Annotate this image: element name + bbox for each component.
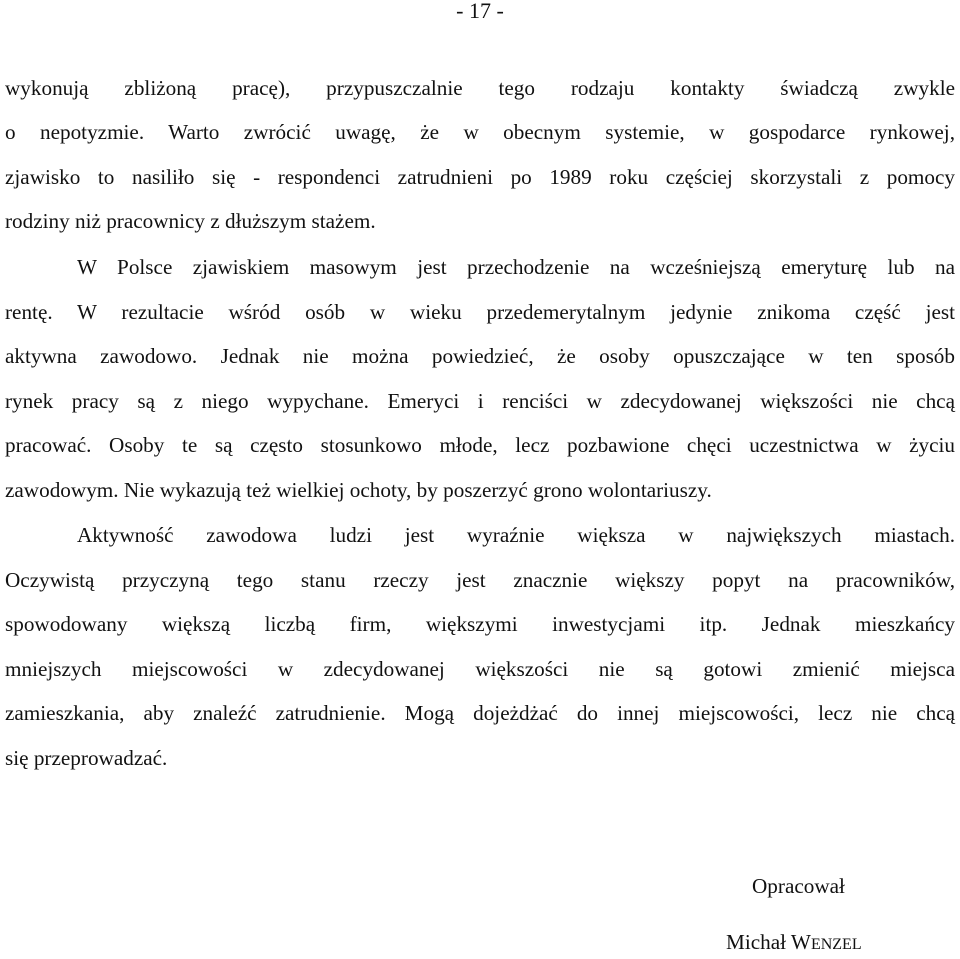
signature-name-first: Michał W (726, 930, 811, 954)
paragraph-2-line: pracować. Osoby te są często stosunkowo młode, lecz pozbawione chęci uczestnictwa w życiu (5, 433, 955, 457)
paragraph-3-line: spowodowany większą liczbą firm, większymi inwestycjami itp. Jednak mieszkańcy (5, 612, 955, 636)
paragraph-3-line: się przeprowadzać. (5, 746, 168, 770)
paragraph-2-line: W Polsce zjawiskiem masowym jest przechodzenie na wcześniejszą emeryturę lub na (77, 255, 955, 279)
paragraph-1-line: o nepotyzmie. Warto zwrócić uwagę, że w obecnym systemie, w gospodarce rynkowej, (5, 120, 955, 144)
page-number: - 17 - (456, 0, 504, 23)
paragraph-1-line: rodziny niż pracownicy z dłuższym stażem. (5, 209, 376, 233)
paragraph-3-line: Aktywność zawodowa ludzi jest wyraźnie większa w największych miastach. (77, 523, 955, 547)
signature-label: Opracował (752, 874, 845, 898)
paragraph-3-line: zamieszkania, aby znaleźć zatrudnienie. Mogą dojeżdżać do innej miejscowości, lecz nie chcą (5, 701, 955, 725)
paragraph-2-line: rynek pracy są z niego wypychane. Emeryci i renciści w zdecydowanej większości nie chcą (5, 389, 955, 413)
paragraph-1-line: zjawisko to nasiliło się - respondenci zatrudnieni po 1989 roku częściej skorzystali z pomocy (5, 165, 955, 189)
signature-name-rest: ENZEL (810, 936, 862, 953)
paragraph-1-line: wykonują zbliżoną pracę), przypuszczalnie tego rodzaju kontakty świadczą zwykle (5, 76, 955, 100)
signature-name (726, 928, 862, 959)
paragraph-2-line: rentę. W rezultacie wśród osób w wieku przedemerytalnym jedynie znikoma część jest (5, 300, 955, 324)
paragraph-3-line: mniejszych miejscowości w zdecydowanej większości nie są gotowi zmienić miejsca (5, 657, 955, 681)
paragraph-3-line: Oczywistą przyczyną tego stanu rzeczy jest znacznie większy popyt na pracowników, (5, 568, 955, 592)
paragraph-2-line: aktywna zawodowo. Jednak nie można powiedzieć, że osoby opuszczające w ten sposób (5, 344, 955, 368)
paragraph-2-line: zawodowym. Nie wykazują też wielkiej ochoty, by poszerzyć grono wolontariuszy. (5, 478, 712, 502)
